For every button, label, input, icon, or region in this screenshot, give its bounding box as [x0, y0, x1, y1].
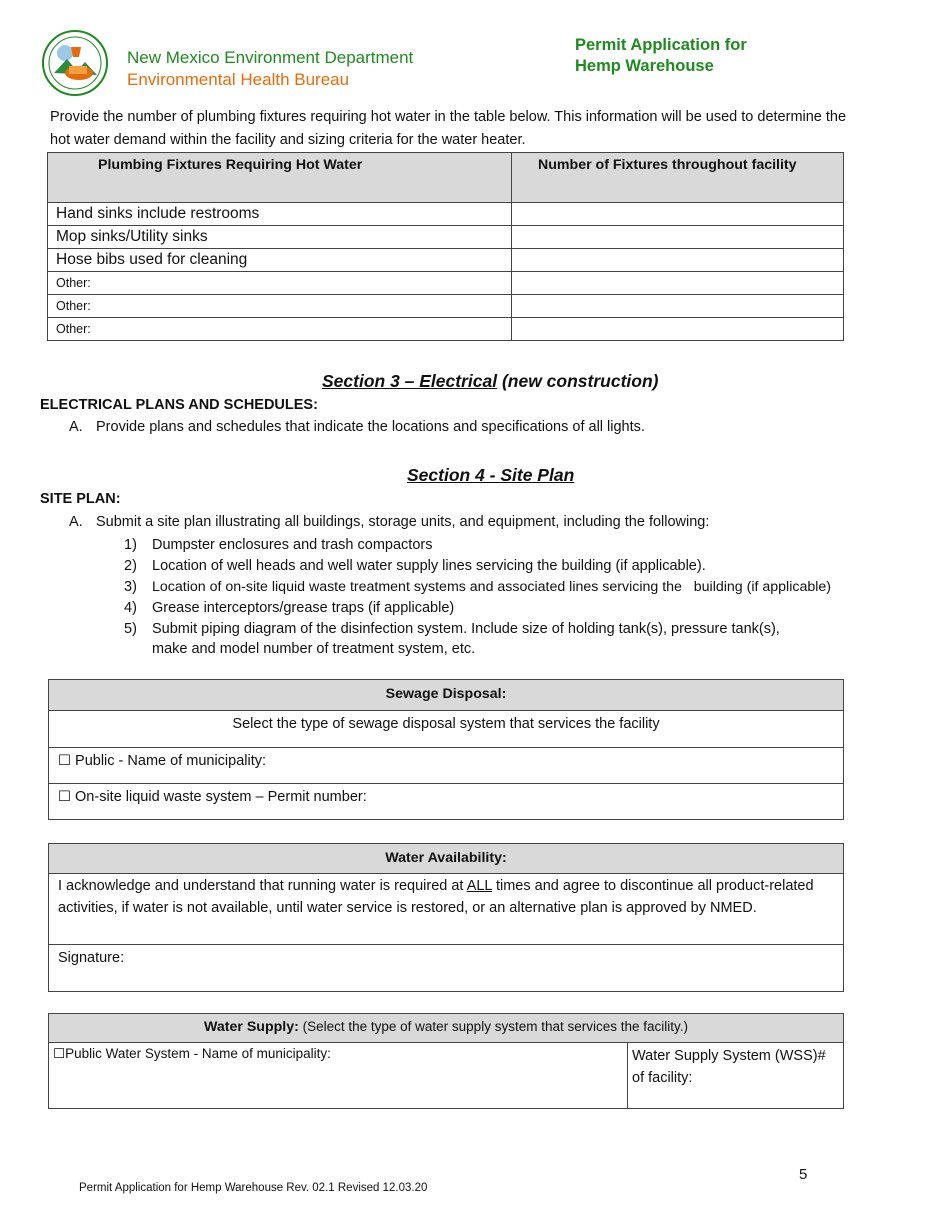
section-3-title-main: Section 3 – Electrical [322, 371, 498, 391]
table-row [48, 203, 844, 226]
water-supply-header [49, 1014, 843, 1043]
fixture-count-cell[interactable] [512, 249, 844, 272]
fixture-label[interactable]: Other: [48, 318, 512, 341]
sewage-instruction: Select the type of sewage disposal system that services the facility [232, 716, 660, 732]
subitem-number: 1) [124, 537, 137, 553]
section-3-title-suffix: (new construction) [497, 371, 659, 391]
fixture-count-cell[interactable] [512, 295, 844, 318]
intro-paragraph: Provide the number of plumbing fixtures requiring hot water in the table below. This information will be used to determine the hot water demand within the facility and sizing criteria for the water heater. [50, 109, 847, 148]
table-header-row [48, 153, 844, 203]
bureau-name: Environmental Health Bureau [127, 70, 350, 89]
sewage-option-onsite-label: On-site liquid waste system – Permit number: [75, 789, 367, 805]
section-4-title-main: Section 4 - Site Plan [407, 465, 575, 485]
subitem-text: Location of on-site liquid waste treatment systems and associated lines servicing the building (if applicable) [152, 579, 831, 595]
electrical-heading: ELECTRICAL PLANS AND SCHEDULES: [40, 397, 318, 413]
fixture-count-cell[interactable] [512, 203, 844, 226]
fixture-label: Hand sinks include restrooms [48, 203, 512, 226]
electrical-item-label: A. [69, 419, 83, 435]
checkbox-public-sewer[interactable]: ☐ [58, 753, 71, 769]
department-seal-logo [41, 29, 109, 97]
wss-label: Water Supply System (WSS)# of facility: [632, 1048, 826, 1086]
water-supply-row [49, 1043, 843, 1109]
plumbing-fixtures-table [47, 152, 844, 341]
signature-label: Signature: [58, 950, 125, 966]
table-row [48, 295, 844, 318]
subitem-text: Location of well heads and well water supply lines servicing the building (if applicable). [152, 558, 706, 574]
checkbox-onsite-liquid-waste[interactable]: ☐ [58, 789, 71, 805]
statement-part-1: I acknowledge and understand that running water is required at [58, 878, 467, 894]
water-availability-box [48, 843, 844, 992]
fixture-label: Hose bibs used for cleaning [48, 249, 512, 272]
subitem-number: 4) [124, 600, 137, 616]
subitem-number: 5) [124, 621, 137, 637]
section-4-title [407, 465, 574, 486]
statement-emphasis: ALL [466, 878, 492, 894]
site-plan-heading: SITE PLAN: [40, 491, 121, 507]
sewage-option-public-label: Public - Name of municipality: [75, 753, 267, 769]
table-row [48, 318, 844, 341]
water-availability-header: Water Availability: [49, 844, 843, 874]
water-supply-header-note: (Select the type of water supply system that services the facility.) [298, 1019, 688, 1034]
wss-number-field[interactable] [628, 1043, 843, 1109]
water-supply-header-bold: Water Supply: [203, 1019, 299, 1035]
page-number: 5 [799, 1166, 808, 1183]
document-title-line1: Permit Application for [575, 36, 747, 54]
count-column-header: Number of Fixtures throughout facility [512, 153, 844, 203]
sewage-option-public [49, 747, 843, 783]
water-supply-public-label: Public Water System - Name of municipality: [65, 1046, 331, 1061]
statement-part-2: times and agree to discontinue all product-related activities, if water is not available, until water service is restored, or an alternative plan is approved by NMED. [58, 878, 814, 916]
fixture-count-cell[interactable] [512, 318, 844, 341]
subitem-text: Grease interceptors/grease traps (if applicable) [152, 600, 455, 616]
subitem-number: 2) [124, 558, 137, 574]
sewage-option-onsite [49, 783, 843, 820]
water-supply-box [48, 1013, 844, 1109]
site-plan-item-label: A. [69, 514, 83, 530]
subitem-number: 3) [124, 579, 137, 595]
water-availability-statement [49, 874, 843, 944]
signature-row[interactable] [49, 944, 843, 992]
footer-text: Permit Application for Hemp Warehouse Rev. 02.1 Revised 12.03.20 [79, 1182, 428, 1194]
site-plan-item-text: Submit a site plan illustrating all buildings, storage units, and equipment, including the following: [96, 514, 710, 530]
department-name: New Mexico Environment Department [127, 48, 414, 67]
sewage-disposal-box [48, 679, 844, 820]
water-supply-public-option [49, 1043, 628, 1109]
fixture-label: Mop sinks/Utility sinks [48, 226, 512, 249]
fixture-label[interactable]: Other: [48, 295, 512, 318]
table-row [48, 226, 844, 249]
document-title [575, 35, 835, 77]
checkbox-public-water-system[interactable]: ☐ [53, 1046, 66, 1061]
sewage-disposal-header: Sewage Disposal: [49, 680, 843, 711]
fixtures-column-header: Plumbing Fixtures Requiring Hot Water [48, 153, 512, 203]
fixture-count-cell[interactable] [512, 272, 844, 295]
table-row [48, 249, 844, 272]
subitem-text: Dumpster enclosures and trash compactors [152, 537, 433, 553]
subitem-text: Submit piping diagram of the disinfection system. Include size of holding tank(s), pressure tank(s), [152, 621, 780, 637]
fixture-count-cell[interactable] [512, 226, 844, 249]
table-row [48, 272, 844, 295]
subitem-text-continued: make and model number of treatment system, etc. [152, 641, 476, 657]
electrical-item-text: Provide plans and schedules that indicate the locations and specifications of all lights. [96, 419, 645, 435]
fixture-label[interactable]: Other: [48, 272, 512, 295]
document-title-line2: Hemp Warehouse [575, 57, 714, 75]
section-3-title [322, 371, 658, 392]
